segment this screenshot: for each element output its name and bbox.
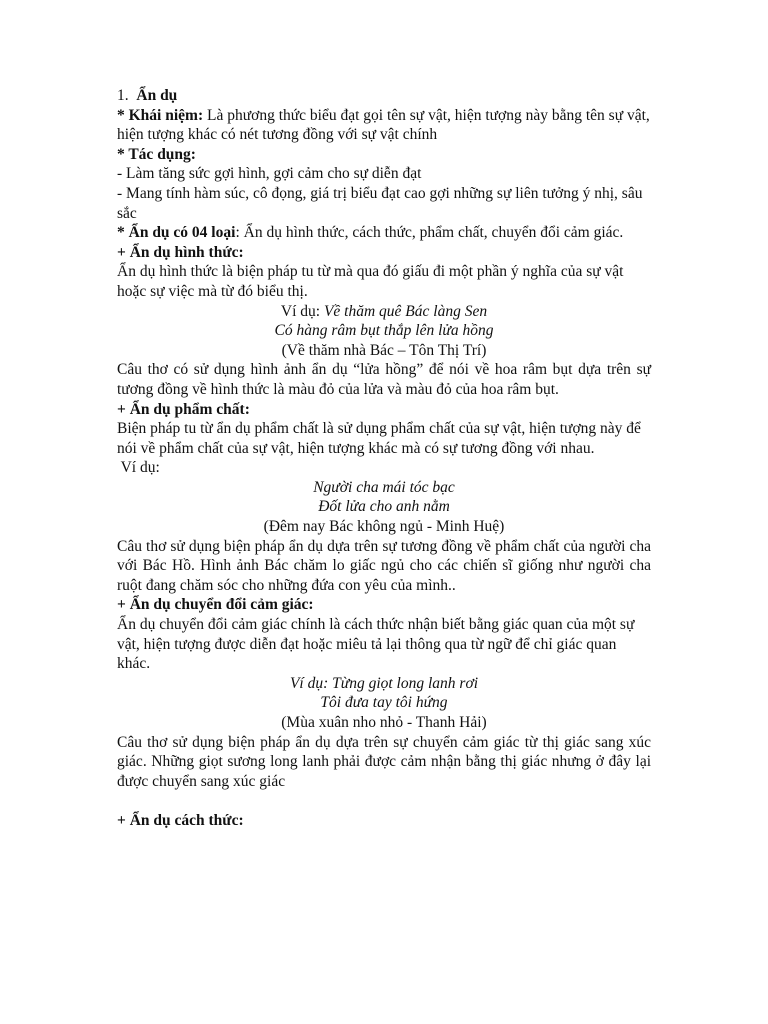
section-heading <box>117 86 651 106</box>
form-example-prefix: Ví dụ: <box>280 302 324 320</box>
sensory-source: (Mùa xuân nho nhỏ - Thanh Hải) <box>281 714 487 731</box>
quality-definition: Biện pháp tu từ ẩn dụ phẩm chất là sử dụng phẩm chất của sự vật, hiện tượng này để nói về phẩm chất của sự vật, hiện tượng khác mà có sự tương đồng với nhau. <box>117 420 641 457</box>
sensory-example-verse-2: Tôi đưa tay tôi hứng <box>320 694 448 712</box>
form-label: + Ẩn dụ hình thức: <box>117 243 244 261</box>
form-source: (Về thăm nhà Bác – Tôn Thị Trí) <box>281 341 487 359</box>
effect-item: - Mang tính hàm súc, cô đọng, giá trị biểu đạt cao gợi những sự liên tưởng ý nhị, sâu sắc <box>117 184 643 222</box>
quality-source: (Đêm nay Bác không ngủ - Minh Huệ) <box>263 518 505 536</box>
types-label: * Ẩn dụ có 04 loại <box>117 224 236 242</box>
sensory-example-verse-1: Ví dụ: Từng giọt long lanh rơi <box>289 674 479 692</box>
manner-label: + Ẩn dụ cách thức: <box>117 811 244 829</box>
types-text: : Ẩn dụ hình thức, cách thức, phẩm chất, chuyển đổi cảm giác. <box>235 224 624 242</box>
quality-example-verse-2: Đốt lửa cho anh nằm <box>318 498 450 516</box>
concept-text: Là phương thức biểu đạt gọi tên sự vật, hiện tượng này bằng tên sự vật, hiện tượng khác có nét tương đồng với sự vật chính <box>117 106 650 144</box>
sensory-definition: Ẩn dụ chuyển đổi cảm giác chính là cách thức nhận biết bằng giác quan của một sự vật, hiện tượng được diễn đạt hoặc miêu tả lại thông qua từ ngữ để chỉ giác quan khác. <box>117 616 635 673</box>
form-example-line-1 <box>117 302 651 322</box>
quality-analysis: Câu thơ sử dụng biện pháp ẩn dụ dựa trên sự tương đồng về phẩm chất của người cha với Bác Hồ. Hình ảnh Bác chăm lo giấc ngủ cho các chiến sĩ giống như người cha ruột đang chăm sóc cho những đứa con yêu của mình.. <box>117 537 651 594</box>
quality-label: + Ẩn dụ phẩm chất: <box>117 400 250 418</box>
form-example-verse-1: Về thăm quê Bác làng Sen <box>323 302 488 320</box>
form-analysis: Câu thơ có sử dụng hình ảnh ẩn dụ “lửa hồng” để nói về hoa râm bụt dựa trên sự tương đồng về hình thức là màu đỏ của lửa và màu đỏ của hoa râm bụt. <box>117 361 651 398</box>
quality-example-label: Ví dụ: <box>117 459 160 477</box>
sensory-label: + Ẩn dụ chuyển đổi cảm giác: <box>117 596 314 614</box>
quality-example-verse-1: Người cha mái tóc bạc <box>313 478 455 496</box>
form-example-verse-2: Có hàng râm bụt thắp lên lửa hồng <box>274 322 494 340</box>
effect-label: * Tác dụng: <box>117 145 196 163</box>
section-number: 1. <box>117 87 129 104</box>
concept-label: * Khái niệm: <box>117 106 204 124</box>
section-title: Ẩn dụ <box>136 87 178 104</box>
types-paragraph <box>117 223 651 243</box>
sensory-analysis: Câu thơ sử dụng biện pháp ẩn dụ dựa trên sự chuyển cảm giác từ thị giác sang xúc giác. Những giọt sương long lanh phải được cảm nhận bằng thị giác nhưng ở đây lại được chuyển sang xúc giác <box>117 733 651 790</box>
form-definition: Ẩn dụ hình thức là biện pháp tu từ mà qua đó giấu đi một phần ý nghĩa của sự vật hoặc sự việc mà từ đó biểu thị. <box>117 263 624 300</box>
concept-paragraph <box>117 106 651 145</box>
blank-line <box>117 791 651 811</box>
document-page <box>117 86 651 831</box>
effect-item: - Làm tăng sức gợi hình, gợi cảm cho sự diễn đạt <box>117 165 422 183</box>
